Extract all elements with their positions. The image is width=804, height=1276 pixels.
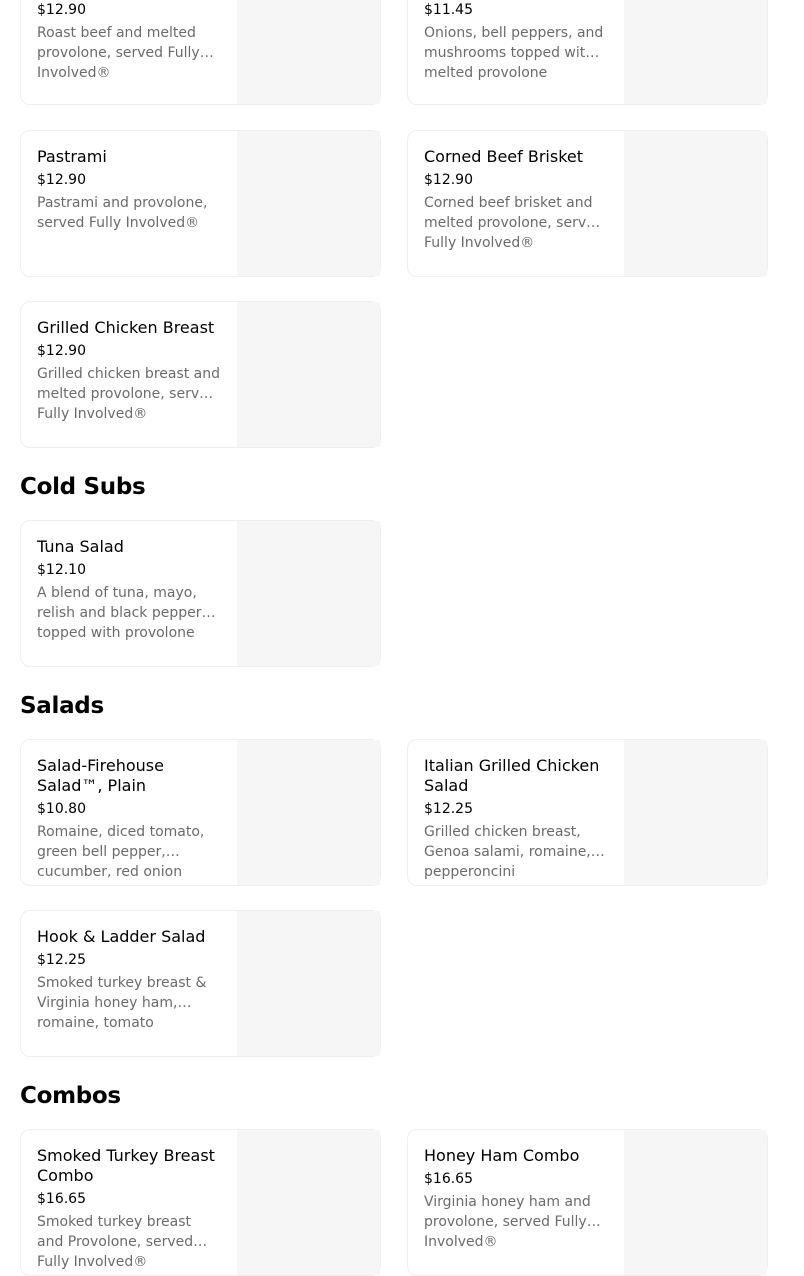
item-name: Salad-Firehouse Salad™, Plain (37, 756, 164, 795)
item-image (624, 1130, 767, 1275)
item-price: $12.90 (37, 343, 86, 359)
item-image (237, 1130, 380, 1275)
item-price: $12.25 (37, 952, 86, 968)
item-description: Grilled chicken breast, Genoa salami, romaine, pepperoncini (424, 824, 591, 880)
item-name: Hook & Ladder Salad (37, 927, 206, 946)
menu-item-card[interactable] (407, 739, 768, 886)
item-image (237, 131, 380, 276)
menu-item-card[interactable] (20, 910, 381, 1057)
item-image (237, 740, 380, 885)
item-description: Grilled chicken breast and melted provolone, served Fully Involved® (37, 366, 221, 422)
menu-item-card[interactable] (20, 739, 381, 886)
menu-item-card[interactable] (20, 0, 381, 105)
item-description: Romaine, diced tomato, green bell pepper, cucumber, red onion (37, 824, 205, 880)
item-description: Virginia honey ham and provolone, served Fully Involved® (424, 1194, 591, 1250)
menu-item-card[interactable] (20, 1129, 381, 1276)
item-price: $16.65 (37, 1191, 86, 1207)
item-price: $12.10 (37, 562, 86, 578)
section-title-salads: Salads (20, 693, 104, 719)
item-price: $12.90 (37, 172, 86, 188)
item-image (624, 740, 767, 885)
item-price: $10.80 (37, 801, 86, 817)
item-name: Tuna Salad (37, 537, 124, 556)
menu-item-card[interactable] (20, 520, 381, 667)
item-image (624, 131, 767, 276)
menu-item-card[interactable] (20, 130, 381, 277)
item-image (237, 911, 380, 1056)
section-title-cold-subs: Cold Subs (20, 474, 146, 500)
item-description: Roast beef and melted provolone, served Fully Involved® (37, 25, 200, 81)
item-image (237, 521, 380, 666)
item-price: $12.90 (37, 2, 86, 18)
item-price: $12.25 (424, 801, 473, 817)
item-description: Corned beef brisket and melted provolone, served Fully Involved® (424, 195, 604, 251)
item-description: A blend of tuna, mayo, relish and black pepper topped with provolone (37, 585, 202, 641)
menu-item-card[interactable] (20, 301, 381, 448)
menu-item-card[interactable] (407, 130, 768, 277)
item-name: Smoked Turkey Breast Combo (37, 1146, 215, 1185)
item-name: Corned Beef Brisket (424, 147, 584, 166)
item-name: Italian Grilled Chicken Salad (424, 756, 600, 795)
item-description: Smoked turkey breast & Virginia honey ham, romaine, tomato (37, 975, 207, 1031)
item-price: $11.45 (424, 2, 473, 18)
item-name: Pastrami (37, 147, 107, 166)
section-title-combos: Combos (20, 1083, 121, 1109)
item-price: $12.90 (424, 172, 473, 188)
menu-item-card[interactable] (407, 1129, 768, 1276)
item-price: $16.65 (424, 1171, 473, 1187)
item-description: Smoked turkey breast and Provolone, served Fully Involved® (37, 1214, 194, 1270)
item-description: Onions, bell peppers, and mushrooms topped with melted provolone (424, 25, 604, 81)
item-image (237, 302, 380, 447)
item-description: Pastrami and provolone, served Fully Involved® (37, 195, 208, 231)
item-image (237, 0, 380, 104)
item-name: Honey Ham Combo (424, 1146, 580, 1165)
item-name: Grilled Chicken Breast (37, 318, 215, 337)
menu-item-card[interactable] (407, 0, 768, 105)
item-image (624, 0, 767, 104)
